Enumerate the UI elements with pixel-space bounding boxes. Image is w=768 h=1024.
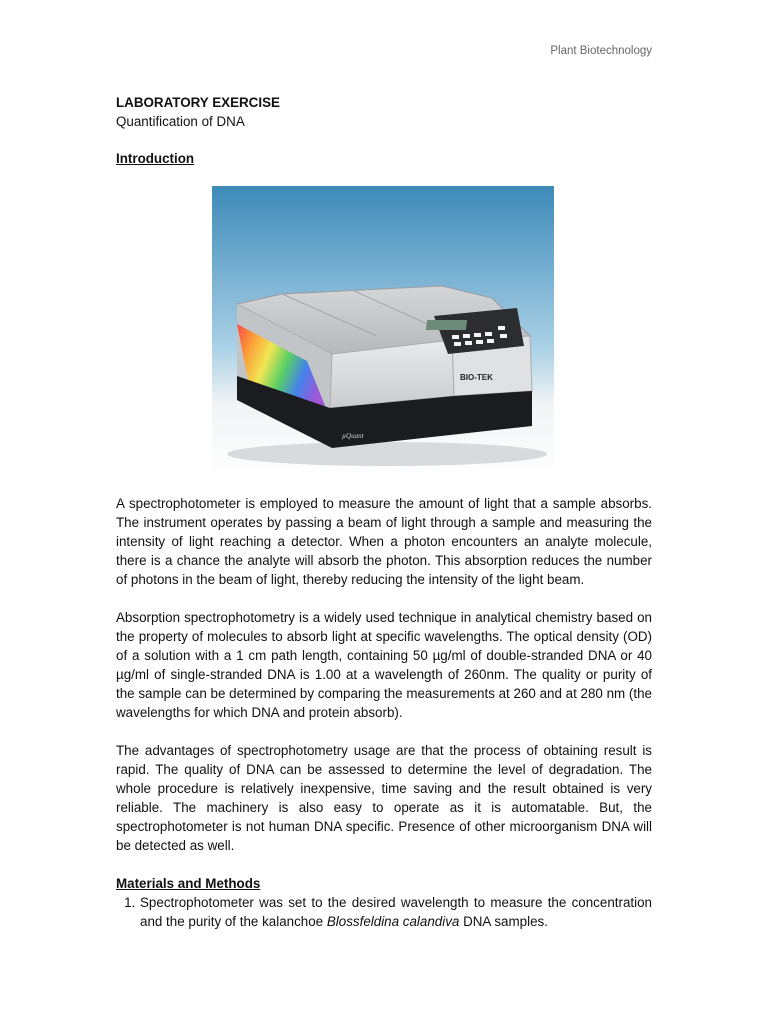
method-step-1: 1. Spectrophotometer was set to the desired wavelength to measure the concentration and the purity of the kalanchoe Blossfeldina calandiva DNA samples. <box>139 893 652 931</box>
spectrophotometer-illustration <box>212 186 554 478</box>
materials-methods-heading: Materials and Methods <box>116 876 261 891</box>
exercise-title: Quantification of DNA <box>116 114 245 129</box>
instrument-model-label: µQuant <box>342 432 364 440</box>
species-name: Blossfeldina calandiva <box>326 914 460 929</box>
instrument-brand-label: BIO-TEK <box>460 373 493 382</box>
intro-paragraph-2: Absorption spectrophotometry is a widely used technique in analytical chemistry based on the property of molecules to absorb light at specific wavelengths. The optical density (OD) of a solution with a 1 cm path length, containing 50 µg/ml of double-stranded DNA or 40 µg/ml of single-stranded DNA is 1.00 at a wavelength of 260nm. The quality or purity of the sample can be determined by comparing the measurements at 260 and at 280 nm (the wavelengths for which DNA and protein absorb). <box>116 610 652 720</box>
introduction-heading: Introduction <box>116 151 195 166</box>
spectrophotometer-photo <box>212 186 554 478</box>
running-header: Plant Biotechnology <box>550 45 652 57</box>
exercise-label: LABORATORY EXERCISE <box>116 95 280 110</box>
intro-paragraph-3: The advantages of spectrophotometry usage are that the process of obtaining result is rapid. The quality of DNA can be assessed to determine the level of degradation. The whole procedure is relatively inexpensive, time saving and the result obtained is very reliable. The machinery is also easy to operate as it is automatable. But, the spectrophotometer is not human DNA specific. Presence of other microorganism DNA will be detected as well. <box>116 743 652 853</box>
methods-list <box>116 893 652 931</box>
intro-paragraph-1: A spectrophotometer is employed to measure the amount of light that a sample absorbs. The instrument operates by passing a beam of light through a sample and measuring the intensity of light reaching a detector. When a photon encounters an analyte molecule, there is a chance the analyte will absorb the photon. This absorption reduces the number of photons in the beam of light, thereby reducing the intensity of the light beam. <box>116 496 652 587</box>
document-body <box>116 93 652 931</box>
